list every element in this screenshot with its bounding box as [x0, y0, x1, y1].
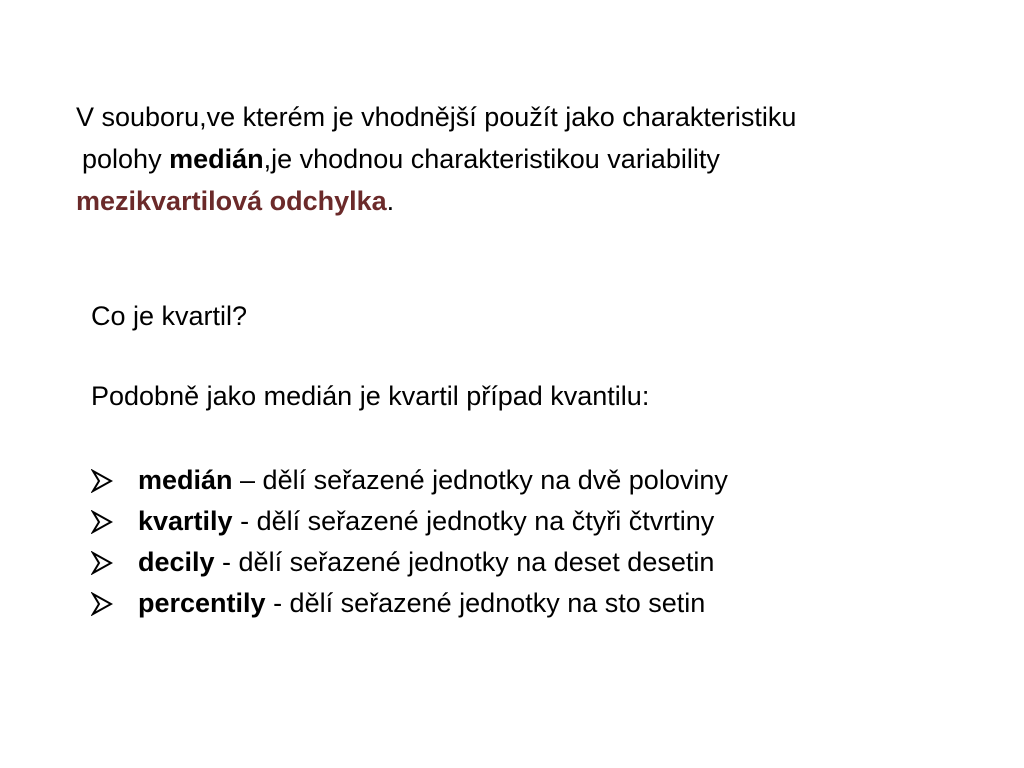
intro-line-2-pre: polohy: [82, 144, 170, 174]
list-item-term: decily: [138, 547, 215, 577]
list-item-desc: - dělí seřazené jednotky na čtyři čtvrtiny: [232, 506, 715, 536]
intro-accent-term: mezikvartilová odchylka: [76, 186, 387, 216]
intro-line-1: [76, 96, 1016, 138]
list-item-desc: - dělí seřazené jednotky na deset desetin: [214, 547, 715, 577]
list-item-term: kvartily: [138, 506, 233, 536]
list-item-desc: - dělí seřazené jednotky na sto setin: [265, 588, 706, 618]
list-item: [91, 583, 728, 624]
quantile-list: [91, 460, 728, 624]
arrowhead-bullet-icon: [91, 469, 113, 493]
intro-line-1-text: V souboru,ve kterém je vhodnější použít jako charakteristiku: [76, 102, 797, 132]
arrowhead-bullet-icon: [91, 551, 113, 575]
lead-text: Podobně jako medián je kvartil případ kvantilu:: [91, 381, 650, 411]
arrowhead-bullet-icon: [91, 510, 113, 534]
intro-line-3: [76, 180, 1016, 222]
list-item: [91, 501, 728, 542]
list-item: [91, 542, 728, 583]
intro-line-2-post: ,je vhodnou charakteristikou variability: [263, 144, 720, 174]
list-item-term: medián: [138, 465, 233, 495]
question-text: Co je kvartil?: [91, 301, 248, 331]
list-item-desc: – dělí seřazené jednotky na dvě poloviny: [232, 465, 728, 495]
intro-median-term: medián: [169, 144, 264, 174]
list-item: [91, 460, 728, 501]
intro-line-2: [76, 138, 1016, 180]
intro-line-3-post: .: [386, 186, 395, 216]
intro-paragraph: [76, 96, 1016, 222]
list-item-term: percentily: [138, 588, 266, 618]
arrowhead-bullet-icon: [91, 592, 113, 616]
